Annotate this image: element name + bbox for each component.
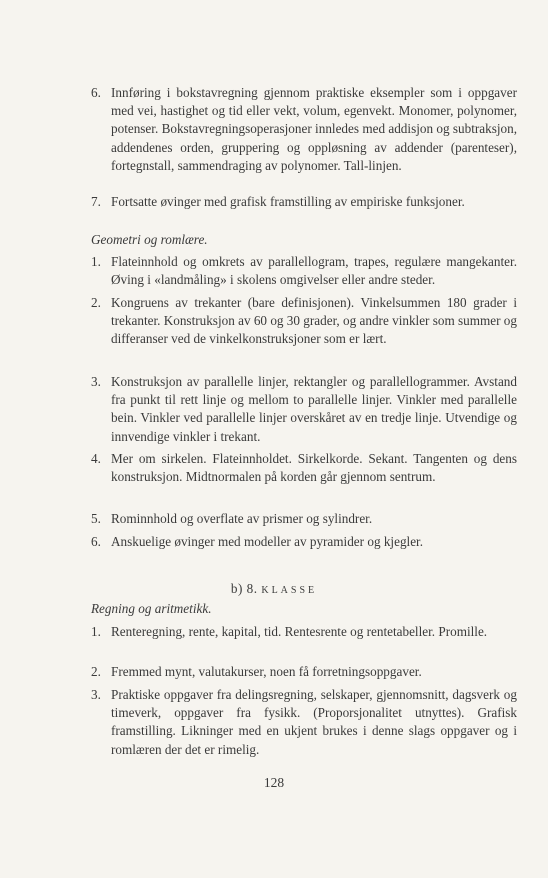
item-text: Kongruens av trekanter (bare definisjonen). Vinkelsummen 180 grader i trekanter. Konstruksjon av 60 og 30 grader, og andre vinkler som summer og differanser ved de vinkelkonstruksjoner som er lært. bbox=[111, 295, 517, 347]
geometry-heading: Geometri og romlære. bbox=[91, 232, 208, 247]
list-item bbox=[91, 686, 517, 759]
item-number: 3. bbox=[91, 687, 101, 702]
list-item bbox=[91, 373, 517, 446]
item-text: Innføring i bokstavregning gjennom praktiske eksempler som i oppgaver med vei, hastighet og tid eller vekt, volum, egenvekt. Monomer, polynomer, potenser. Bokstavregningsoperasjoner innledes med addisjon og subtraksjon, addendenes orden, gruppering og oppløsning av addender (parenteser), fortegnstall, sammendraging av polynomer. Tall-linjen. bbox=[111, 85, 517, 173]
class-heading-word: KLASSE bbox=[261, 585, 318, 596]
list-item bbox=[91, 663, 517, 681]
item-number: 2. bbox=[91, 664, 101, 679]
item-number: 2. bbox=[91, 295, 101, 310]
list-item bbox=[91, 294, 517, 349]
item-number: 5. bbox=[91, 511, 101, 526]
item-text: Mer om sirkelen. Flateinnholdet. Sirkelkorde. Sekant. Tangenten og dens konstruksjon. Midtnormalen på korden går gjennom sentrum. bbox=[111, 451, 517, 485]
item-number: 6. bbox=[91, 534, 101, 549]
item-number: 4. bbox=[91, 451, 101, 466]
item-text: Renteregning, rente, kapital, tid. Rentesrente og rentetabeller. Promille. bbox=[111, 624, 488, 639]
item-text: Rominnhold og overflate av prismer og sylindrer. bbox=[111, 511, 373, 526]
item-text: Fremmed mynt, valutakurser, noen få forretningsoppgaver. bbox=[111, 664, 422, 679]
list-item bbox=[91, 193, 517, 211]
item-text: Praktiske oppgaver fra delingsregning, selskaper, gjennomsnitt, dagsverk og timeverk, oppgaver fra fysikk. (Proporsjonalitet utnyttes). Grafisk framstilling. Likninger med en ukjent brukes i denne slags oppgaver og i romlæren der det er rimelig. bbox=[111, 687, 517, 757]
class-heading-prefix: b) 8. bbox=[230, 581, 258, 596]
item-text: Konstruksjon av parallelle linjer, rektangler og parallellogrammer. Avstand fra punkt til rett linje og mellom to parallelle linjer. Vinkler med parallelle bein. Vinkler ved parallelle linjer overskåret av en tredje linje. Utvendige og innvendige vinkler i trekant. bbox=[111, 374, 517, 444]
item-text: Anskuelige øvinger med modeller av pyramider og kjegler. bbox=[111, 534, 424, 549]
page-number: 128 bbox=[263, 775, 285, 790]
item-number: 1. bbox=[91, 624, 101, 639]
list-item bbox=[91, 510, 517, 528]
item-text: Fortsatte øvinger med grafisk framstilling av empiriske funksjoner. bbox=[111, 194, 465, 209]
list-item bbox=[91, 253, 517, 289]
list-item bbox=[91, 623, 517, 641]
item-number: 3. bbox=[91, 374, 101, 389]
arithmetic-heading: Regning og aritmetikk. bbox=[91, 601, 212, 616]
item-number: 7. bbox=[91, 194, 101, 209]
item-text: Flateinnhold og omkrets av parallellogram, trapes, regulære mangekanter. Øving i «landmåling» i skolens omgivelser eller andre steder. bbox=[111, 254, 517, 288]
list-item bbox=[91, 533, 517, 551]
list-item bbox=[91, 450, 517, 486]
list-item bbox=[91, 84, 517, 175]
class-heading bbox=[0, 581, 548, 597]
item-number: 6. bbox=[91, 85, 101, 100]
item-number: 1. bbox=[91, 254, 101, 269]
